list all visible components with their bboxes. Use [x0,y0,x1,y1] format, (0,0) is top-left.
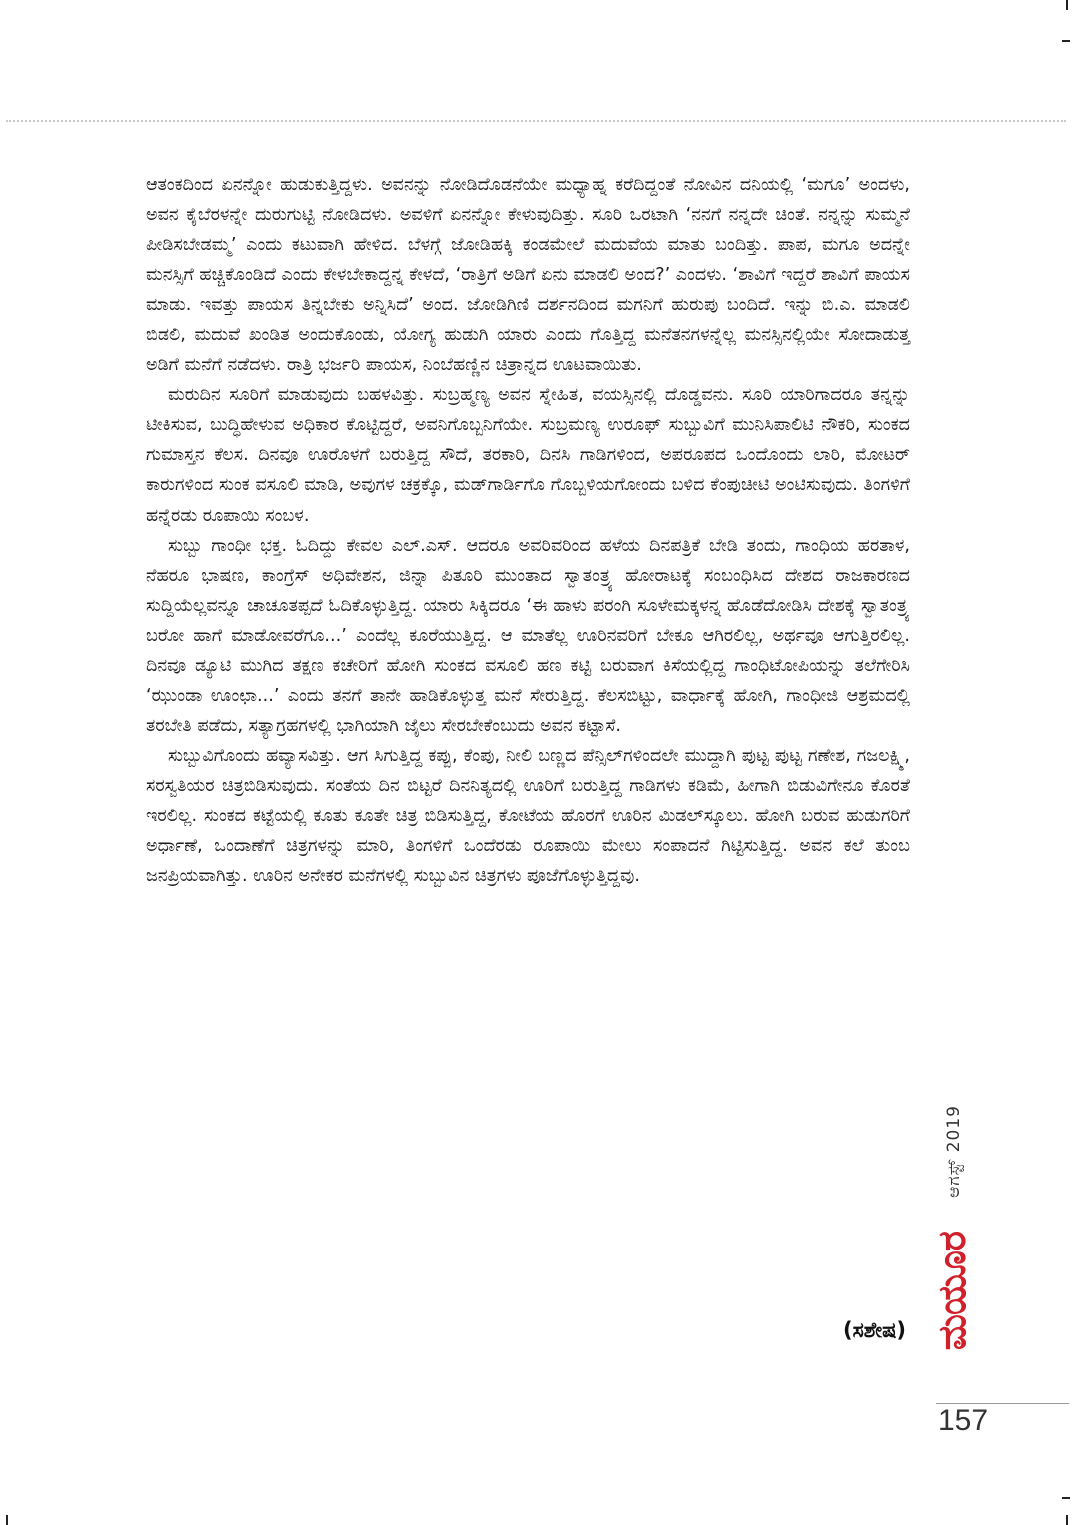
crop-mark-right-upper [1062,40,1070,42]
magazine-logo: ಮಯೂರ [930,1232,974,1351]
crop-mark-bottom-right [1066,1515,1068,1525]
page-number: 157 [938,1404,989,1437]
paragraph-4: ಸುಬ್ಬುವಿಗೊಂದು ಹವ್ಯಾಸವಿತ್ತು. ಆಗ ಸಿಗುತ್ತಿದ್ದ ಕಪ್ಪು, ಕೆಂಪು, ನೀಲಿ ಬಣ್ಣದ ಪೆನ್ಸಿಲ್‌ಗಳಿಂದಲೇ ಮುದ್ದಾಗಿ ಪುಟ್ಟ ಪುಟ್ಟ ಗಣೇಶ, ಗಜಲಕ್ಷ್ಮಿ, ಸರಸ್ವತಿಯರ ಚಿತ್ರಬಿಡಿಸುವುದು. ಸಂತೆಯ ದಿನ ಬಿಟ್ಟರೆ ದಿನನಿತ್ಯದಲ್ಲಿ ಊರಿಗೆ ಬರುತ್ತಿದ್ದ ಗಾಡಿಗಳು ಕಡಿಮೆ, ಹೀಗಾಗಿ ಬಿಡುವಿಗೇನೂ ಕೊರತೆ ಇರಲಿಲ್ಲ. ಸುಂಕದ ಕಟ್ಟೆಯಲ್ಲಿ ಕೂತು ಕೂತೇ ಚಿತ್ರ ಬಿಡಿಸುತ್ತಿದ್ದ, ಕೋಟೆಯ ಹೊರಗೆ ಊರಿನ ಮಿಡಲ್‌ಸ್ಕೂಲು. ಹೋಗಿ ಬರುವ ಹುಡುಗರಿಗೆ ಅರ್ಧಾಣೆ, ಒಂದಾಣೆಗೆ ಚಿತ್ರಗಳನ್ನು ಮಾರಿ, ತಿಂಗಳಿಗೆ ಒಂದೆರಡು ರೂಪಾಯಿ ಮೇಲು ಸಂಪಾದನೆ ಗಿಟ್ಟಿಸುತ್ತಿದ್ದ. ಅವನ ಕಲೆ ತುಂಬ ಜನಪ್ರಿಯವಾಗಿತ್ತು. ಊರಿನ ಅನೇಕರ ಮನೆಗಳಲ್ಲಿ ಸುಬ್ಬುವಿನ ಚಿತ್ರಗಳು ಪೂಜೆಗೊಳ್ಳುತ್ತಿದ್ದವು. [146,745,910,887]
crop-mark-top-right [1066,0,1068,10]
paragraph-2: ಮರುದಿನ ಸೂರಿಗೆ ಮಾಡುವುದು ಬಹಳವಿತ್ತು. ಸುಬ್ರಹ್ಮಣ್ಯ ಅವನ ಸ್ನೇಹಿತ, ವಯಸ್ಸಿನಲ್ಲಿ ದೊಡ್ಡವನು. ಸೂರಿ ಯಾರಿಗಾದರೂ ತನ್ನನ್ನು ಟೀಕಿಸುವ, ಬುದ್ಧಿಹೇಳುವ ಅಧಿಕಾರ ಕೊಟ್ಟಿದ್ದರೆ, ಅವನಿಗೊಬ್ಬನಿಗೆಯೇ. ಸುಬ್ರಮಣ್ಯ ಉರೂಫ್ ಸುಬ್ಬುವಿಗೆ ಮುನಿಸಿಪಾಲಿಟಿ ನೌಕರಿ, ಸುಂಕದ ಗುಮಾಸ್ತನ ಕೆಲಸ. ದಿನವೂ ಊರೊಳಗೆ ಬರುತ್ತಿದ್ದ ಸೌದೆ, ತರಕಾರಿ, ದಿನಸಿ ಗಾಡಿಗಳಿಂದ, ಅಪರೂಪದ ಒಂದೊಂದು ಲಾರಿ, ಮೋಟರ್ ಕಾರುಗಳಿಂದ ಸುಂಕ ವಸೂಲಿ ಮಾಡಿ, ಅವುಗಳ ಚಕ್ರಕ್ಕೊ, ಮಡ್‌ಗಾರ್ಡಿಗೊ ಗೊಬ್ಬಳಿಯಗೋಂದು ಬಳಿದ ಕೆಂಪುಚೀಟಿ ಅಂಟಿಸುವುದು. ತಿಂಗಳಿಗೆ ಹನ್ನೆರಡು ರೂಪಾಯಿ ಸಂಬಳ. [146,385,910,526]
crop-mark-right-lower [1062,1497,1070,1499]
paragraph-3: ಸುಬ್ಬು ಗಾಂಧೀ ಭಕ್ತ. ಓದಿದ್ದು ಕೇವಲ ಎಲ್.ಎಸ್. ಆದರೂ ಅವರಿವರಿಂದ ಹಳೆಯ ದಿನಪತ್ರಿಕೆ ಬೇಡಿ ತಂದು, ಗಾಂಧಿಯ ಹರತಾಳ, ನೆಹರೂ ಭಾಷಣ, ಕಾಂಗ್ರೆಸ್ ಅಧಿವೇಶನ, ಜಿನ್ನಾ ಪಿತೂರಿ ಮುಂತಾದ ಸ್ವಾತಂತ್ರ್ಯ ಹೋರಾಟಕ್ಕೆ ಸಂಬಂಧಿಸಿದ ದೇಶದ ರಾಜಕಾರಣದ ಸುದ್ದಿಯೆಲ್ಲವನ್ನೂ ಚಾಚೂತಪ್ಪದೆ ಓದಿಕೊಳ್ಳುತ್ತಿದ್ದ. ಯಾರು ಸಿಕ್ಕಿದರೂ ‘ಈ ಹಾಳು ಪರಂಗಿ ಸೂಳೇಮಕ್ಕಳನ್ನ ಹೊಡೆದೋಡಿಸಿ ದೇಶಕ್ಕೆ ಸ್ವಾತಂತ್ರ್ಯ ಬರೋ ಹಾಗೆ ಮಾಡೋವರೆಗೂ...’ ಎಂದೆಲ್ಲ ಕೂರೆಯುತ್ತಿದ್ದ. ಆ ಮಾತೆಲ್ಲ ಊರಿನವರಿಗೆ ಬೇಕೂ ಆಗಿರಲಿಲ್ಲ, ಅರ್ಥವೂ ಆಗುತ್ತಿರಲಿಲ್ಲ. ದಿನವೂ ಡ್ಯೂಟಿ ಮುಗಿದ ತಕ್ಷಣ ಕಚೇರಿಗೆ ಹೋಗಿ ಸುಂಕದ ವಸೂಲಿ ಹಣ ಕಟ್ಟಿ ಬರುವಾಗ ಕಿಸೆಯಲ್ಲಿದ್ದ ಗಾಂಧಿಟೋಪಿಯನ್ನು ತಲೆಗೇರಿಸಿ ‘ಝುಂಡಾ ಊಂಛಾ...’ ಎಂದು ತನಗೆ ತಾನೇ ಹಾಡಿಕೊಳ್ಳುತ್ತ ಮನೆ ಸೇರುತ್ತಿದ್ದ. ಕೆಲಸಬಿಟ್ಟು, ವಾರ್ಧಾಕ್ಕೆ ಹೋಗಿ, ಗಾಂಧೀಜಿ ಆಶ್ರಮದಲ್ಲಿ ತರಬೇತಿ ಪಡೆದು, ಸತ್ಯಾಗ್ರಹಗಳಲ್ಲಿ ಭಾಗಿಯಾಗಿ ಜೈಲು ಸೇರಬೇಕೆಂಬುದು ಅವನ ಕಟ್ಟಾಸೆ. [146,535,910,736]
paragraph-1: ಆತಂಕದಿಂದ ಏನನ್ನೋ ಹುಡುಕುತ್ತಿದ್ದಳು. ಅವನನ್ನು ನೋಡಿದೊಡನೆಯೇ ಮಧ್ಯಾಹ್ನ ಕರೆದಿದ್ದಂತೆ ನೋವಿನ ದನಿಯಲ್ಲಿ ‘ಮಗೂ’ ಅಂದಳು, ಅವನ ಕೈಬೆರಳನ್ನೇ ದುರುಗುಟ್ಟಿ ನೋಡಿದಳು. ಅವಳಿಗೆ ಏನನ್ನೋ ಕೇಳುವುದಿತ್ತು. ಸೂರಿ ಒರಟಾಗಿ ‘ನನಗೆ ನನ್ನದೇ ಚಿಂತೆ. ನನ್ನನ್ನು ಸುಮ್ಮನೆ ಪೀಡಿಸಬೇಡಮ್ಮ’ ಎಂದು ಕಟುವಾಗಿ ಹೇಳಿದ. ಬೆಳಗ್ಗೆ ಜೋಡಿಹಕ್ಕಿ ಕಂಡಮೇಲೆ ಮದುವೆಯ ಮಾತು ಬಂದಿತ್ತು. ಪಾಪ, ಮಗೂ ಅದನ್ನೇ ಮನಸ್ಸಿಗೆ ಹಚ್ಚಿಕೊಂಡಿದೆ ಎಂದು ಕೇಳಬೇಕಾದ್ದನ್ನ ಕೇಳದೆ, ‘ರಾತ್ರಿಗೆ ಅಡಿಗೆ ಏನು ಮಾಡಲಿ ಅಂದ?’ ಎಂದಳು. ‘ಶಾವಿಗೆ ಇದ್ದರೆ ಶಾವಿಗೆ ಪಾಯಸ ಮಾಡು. ಇವತ್ತು ಪಾಯಸ ತಿನ್ನಬೇಕು ಅನ್ನಿಸಿದೆ’ ಅಂದ. ಜೋಡಿಗಿಣಿ ದರ್ಶನದಿಂದ ಮಗನಿಗೆ ಹುರುಪು ಬಂದಿದೆ. ಇನ್ನು ಬಿ.ಎ. ಮಾಡಲಿ ಬಿಡಲಿ, ಮದುವೆ ಖಂಡಿತ ಅಂದುಕೊಂಡು, ಯೋಗ್ಯ ಹುಡುಗಿ ಯಾರು ಎಂದು ಗೊತ್ತಿದ್ದ ಮನೆತನಗಳನ್ನೆಲ್ಲ ಮನಸ್ಸಿನಲ್ಲಿಯೇ ಸೋದಾಡುತ್ತ ಅಡಿಗೆ ಮನೆಗೆ ನಡೆದಳು. ರಾತ್ರಿ ಭರ್ಜರಿ ಪಾಯಸ, ನಿಂಬೆಹಣ್ಣಿನ ಚಿತ್ರಾನ್ನದ ಊಟವಾಯಿತು. [146,175,910,376]
crop-mark-bottom-left [6,1515,8,1525]
article-body [146,170,910,1310]
continued-marker: (ಸಶೇಷ) [842,1318,906,1342]
issue-date: ಆಗಸ್ಟ್ 2019 [944,1105,964,1198]
dotted-header-rule [6,120,1066,122]
